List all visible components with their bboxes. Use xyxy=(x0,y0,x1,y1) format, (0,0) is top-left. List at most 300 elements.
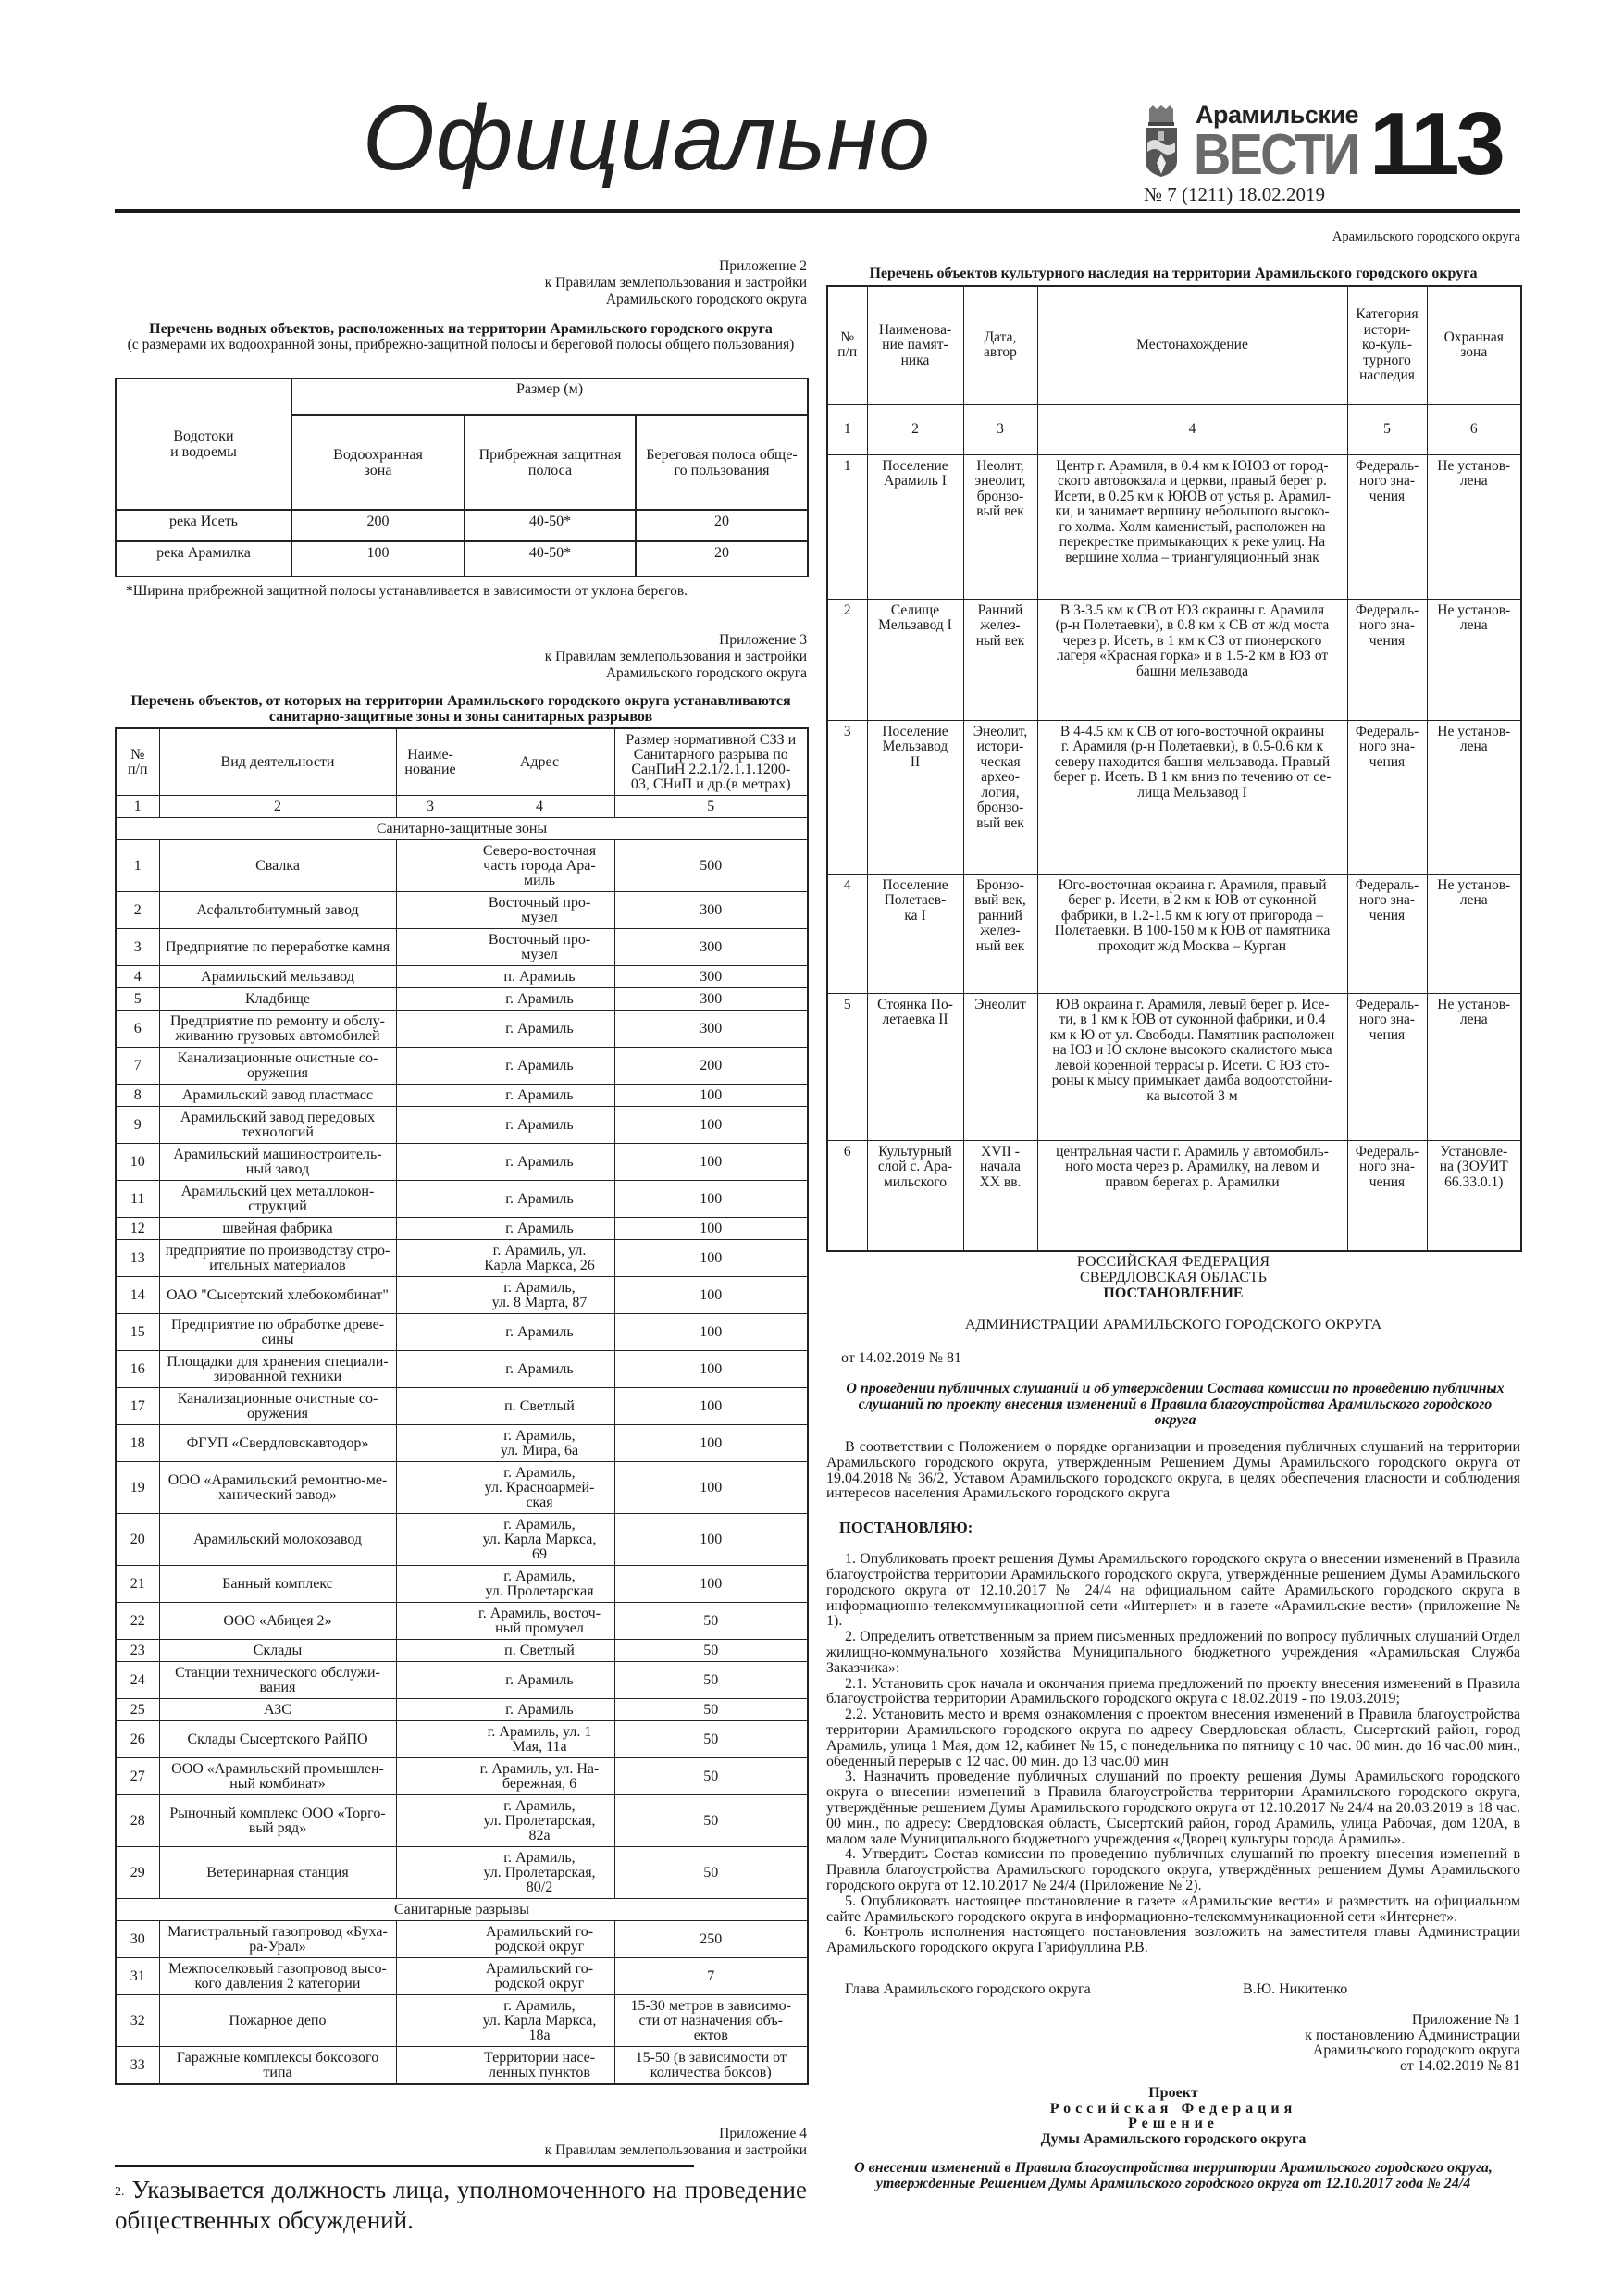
header-cell: Прибрежная защитная полоса xyxy=(465,415,636,510)
table-cell: Площадки для хранения специали- зированной техники xyxy=(159,1351,396,1388)
table-row xyxy=(116,966,808,988)
header-cell: № п/п xyxy=(827,286,867,404)
table-cell: 7 xyxy=(614,1958,808,1995)
table-cell: 1 xyxy=(116,840,159,892)
table-cell: Канализационные очистные со- оружения xyxy=(159,1388,396,1425)
table-cell: 300 xyxy=(614,988,808,1011)
table-cell: Не установ- лена xyxy=(1427,874,1521,993)
header-cell: Размер нормативной СЗЗ и Санитарного разрыва по СанПиН 2.2.1/2.1.1.1200- 03, СНиП и др.(в метрах) xyxy=(614,728,808,796)
header-cell: № п/п xyxy=(116,728,159,796)
appendix-line: к постановлению Администрации xyxy=(1305,2027,1520,2043)
table-cell: Восточный про- музел xyxy=(465,892,614,929)
table-cell: 100 xyxy=(614,1462,808,1514)
table-row xyxy=(116,840,808,892)
signature-block xyxy=(826,1982,1520,1998)
appendix-line: Приложение № 1 xyxy=(1411,2011,1520,2028)
table-cell: 30 xyxy=(116,1921,159,1958)
table-cell: 300 xyxy=(614,892,808,929)
table-cell: г. Арамиль, ул. Пролетарская xyxy=(465,1566,614,1603)
table-cell: 500 xyxy=(614,840,808,892)
section-title: Санитарные разрывы xyxy=(116,1899,808,1921)
appendix-line: Приложение 4 xyxy=(719,2126,807,2141)
table-cell: Территории насе- ленных пунктов xyxy=(465,2047,614,2085)
table-row xyxy=(116,1640,808,1662)
table-cell: Предприятие по переработке камня xyxy=(159,929,396,966)
water-objects-table xyxy=(115,378,809,577)
table-cell: ООО «Арамильский ремонтно-ме- ханический завод» xyxy=(159,1462,396,1514)
table-cell: 50 xyxy=(614,1662,808,1699)
table-cell: Склады xyxy=(159,1640,396,1662)
table-cell: ООО «Абицея 2» xyxy=(159,1603,396,1640)
table-cell: река Арамилка xyxy=(116,541,291,577)
table-cell: г. Арамиль xyxy=(465,1144,614,1181)
table-cell: 15 xyxy=(116,1314,159,1351)
table-row xyxy=(116,1721,808,1758)
table-row xyxy=(116,988,808,1011)
table-cell xyxy=(396,1085,465,1107)
annex1-reference xyxy=(826,2013,1520,2075)
decree-item: 1. Опубликовать проект решения Думы Арамильского городского округа о внесении изменений в Правила благоустройства территории Арамильского городского округа, утверждённые решением Думы Арамильского городского округа от 12.10.2017 № 24/4 на официальном сайте Арамильского городского округа в информационно-телекоммуникационной сети «Интернет» и в газете «Арамильские вести» (приложение № 1). xyxy=(826,1551,1520,1630)
appendix-line: к Правилам землепользования и застройки xyxy=(544,275,807,291)
table-row xyxy=(116,1847,808,1899)
table-header-row xyxy=(116,728,808,796)
table-row xyxy=(116,1758,808,1795)
decree-header xyxy=(826,1254,1520,1333)
table-cell xyxy=(396,1995,465,2047)
table-cell: г. Арамиль, ул. Карла Маркса, 18а xyxy=(465,1995,614,2047)
running-header: Арамильского городского округа xyxy=(1332,230,1520,244)
table-row xyxy=(827,993,1521,1140)
table-cell: 300 xyxy=(614,929,808,966)
decree-item: 4. Утвердить Состав комиссии по проведению публичных слушаний по проекту внесения изменений в Правила благоустройства Арамильского городского округа, утверждённых решением Думы Арамильского городского округа от 12.10.2017 № 24/4 (Приложение № 2). xyxy=(826,1846,1520,1893)
table-cell: г. Арамиль xyxy=(465,1085,614,1107)
table-cell: г. Арамиль xyxy=(465,988,614,1011)
logo-wordmark-top: Арамильские xyxy=(1196,101,1358,129)
decree-resolve: ПОСТАНОВЛЯЮ: xyxy=(839,1519,973,1537)
table-cell: 40-50* xyxy=(465,510,636,541)
table-cell: Пожарное депо xyxy=(159,1995,396,2047)
table-cell xyxy=(396,1107,465,1144)
table-cell xyxy=(396,892,465,929)
table-cell: 20 xyxy=(116,1514,159,1566)
table-cell: Селище Мельзавод I xyxy=(867,599,963,720)
table-row xyxy=(116,1566,808,1603)
table-cell: 32 xyxy=(116,1995,159,2047)
footnote-marker: 2. xyxy=(115,2185,125,2199)
annex1-issuer: Думы Арамильского городского округа xyxy=(1040,2131,1307,2148)
page-number: 113 xyxy=(1369,94,1502,193)
table-cell: 19 xyxy=(116,1462,159,1514)
table-cell: 7 xyxy=(116,1048,159,1085)
appendix-line: от 14.02.2019 № 81 xyxy=(1399,2058,1520,2075)
table-cell: ЮВ окраина г. Арамиля, левый берег р. Исе- ти, в 1 км к ЮВ от суконной фабрики, и 0.4 км к Ю от ул. Свободы. Памятник расположен на ЮЗ и Ю склоне высокого скалистого мыса левой коренной террасы р. Исети. С ЮЗ сто- роны к мысу примыкает дамба водоотстойни- ка высотой 3 м xyxy=(1037,993,1347,1140)
table-cell: 100 xyxy=(614,1144,808,1181)
header-cell: Местонахождение xyxy=(1037,286,1347,404)
table-row xyxy=(116,892,808,929)
table-cell: Банный комплекс xyxy=(159,1566,396,1603)
table-row xyxy=(116,1388,808,1425)
table-cell: Поселение Арамиль I xyxy=(867,454,963,599)
table-row xyxy=(116,1795,808,1847)
table-cell: г. Арамиль, ул. Пролетарская, 82а xyxy=(465,1795,614,1847)
heritage-table xyxy=(826,285,1522,1252)
table-cell: Федераль- ного зна- чения xyxy=(1347,599,1427,720)
table-cell: г. Арамиль, ул. Мира, 6а xyxy=(465,1425,614,1462)
table-cell: Предприятие по ремонту и обслу- живанию грузовых автомобилей xyxy=(159,1011,396,1048)
column-number-cell: 1 xyxy=(116,796,159,818)
logo-wordmark-main: ВЕСТИ xyxy=(1194,123,1358,187)
table-cell: АЗС xyxy=(159,1699,396,1721)
column-number-row xyxy=(827,404,1521,454)
table-cell: Не установ- лена xyxy=(1427,720,1521,874)
section-row xyxy=(116,1899,808,1921)
header-cell: Водоохранная зона xyxy=(291,415,465,510)
section-title: Официально xyxy=(363,86,931,190)
decree-item: 6. Контроль исполнения настоящего постановления возложить на заместителя главы Администрации Арамильского городского округа Гарифуллина Р.В. xyxy=(826,1924,1520,1956)
table-cell: 23 xyxy=(116,1640,159,1662)
table-cell xyxy=(396,1388,465,1425)
table-row xyxy=(116,1107,808,1144)
table-cell: 250 xyxy=(614,1921,808,1958)
table-cell: ООО «Арамильский промышлен- ный комбинат» xyxy=(159,1758,396,1795)
column-number-row xyxy=(116,796,808,818)
table-cell: 300 xyxy=(614,966,808,988)
table-cell: Северо-восточная часть города Ара- миль xyxy=(465,840,614,892)
table-cell: 300 xyxy=(614,1011,808,1048)
table-row xyxy=(116,1603,808,1640)
table-cell: 15-50 (в зависимости от количества боксов) xyxy=(614,2047,808,2085)
table-cell: Энеолит, истори- ческая архео- логия, бронзо- вый век xyxy=(963,720,1037,874)
table-cell: 26 xyxy=(116,1721,159,1758)
footnote xyxy=(115,2175,807,2236)
column-number-cell: 5 xyxy=(1347,404,1427,454)
table-row xyxy=(116,1314,808,1351)
table-row xyxy=(116,2047,808,2085)
appendix4-reference xyxy=(115,2126,807,2159)
table-row xyxy=(116,1921,808,1958)
table-cell: Установле- на (ЗОУИТ 66.33.0.1) xyxy=(1427,1140,1521,1251)
table-cell: 100 xyxy=(614,1240,808,1277)
table-cell: Неолит, энеолит, бронзо- вый век xyxy=(963,454,1037,599)
column-number-cell: 2 xyxy=(159,796,396,818)
table-cell: 18 xyxy=(116,1425,159,1462)
annex1-draft: Проект xyxy=(1148,2084,1198,2101)
table-row xyxy=(116,1995,808,2047)
table-cell: Магистральный газопровод «Буха- ра-Урал» xyxy=(159,1921,396,1958)
appendix-line: к Правилам землепользования и застройки xyxy=(544,2142,807,2158)
heritage-title: Перечень объектов культурного наследия на территории Арамильского городского округа xyxy=(869,266,1478,281)
table-cell: 28 xyxy=(116,1795,159,1847)
table-cell: 4 xyxy=(116,966,159,988)
table-cell xyxy=(396,1218,465,1240)
table-cell: Стоянка По- летаевка II xyxy=(867,993,963,1140)
table-cell: п. Светлый xyxy=(465,1388,614,1425)
table-cell xyxy=(396,1847,465,1899)
table-cell: Арамильский завод передовых технологий xyxy=(159,1107,396,1144)
appendix-line: Арамильского городского округа xyxy=(1312,2042,1520,2059)
table-cell: 100 xyxy=(614,1388,808,1425)
table-cell: 9 xyxy=(116,1107,159,1144)
table-row xyxy=(116,1240,808,1277)
table-cell xyxy=(396,1662,465,1699)
table-cell: г. Арамиль, ул. 8 Марта, 87 xyxy=(465,1277,614,1314)
decree-date-number: от 14.02.2019 № 81 xyxy=(841,1350,962,1366)
table-cell: 50 xyxy=(614,1795,808,1847)
table-row xyxy=(116,1048,808,1085)
table-cell: г. Арамиль xyxy=(465,1048,614,1085)
table-row xyxy=(116,1662,808,1699)
table-cell: 100 xyxy=(614,1425,808,1462)
table-cell: 31 xyxy=(116,1958,159,1995)
table-cell xyxy=(396,1566,465,1603)
header-cell: Вид деятельности xyxy=(159,728,396,796)
footnote-text: Указывается должность лица, уполномоченного на проведение общественных обсуждений. xyxy=(115,2176,807,2234)
table-cell: 50 xyxy=(614,1721,808,1758)
table-cell: 100 xyxy=(614,1566,808,1603)
header-rule xyxy=(115,209,1520,213)
table-cell xyxy=(396,1721,465,1758)
table-cell: Кладбище xyxy=(159,988,396,1011)
table-cell: 50 xyxy=(614,1640,808,1662)
table-cell: Не установ- лена xyxy=(1427,599,1521,720)
table-cell: Не установ- лена xyxy=(1427,454,1521,599)
column-number-cell: 5 xyxy=(614,796,808,818)
table-cell: Гаражные комплексы боксового типа xyxy=(159,2047,396,2085)
table-cell: г. Арамиль xyxy=(465,1314,614,1351)
table-cell: Арамильский цех металлокон- струкций xyxy=(159,1181,396,1218)
table-cell xyxy=(396,929,465,966)
table-cell: 15-30 метров в зависимо- сти от назначения объ- ектов xyxy=(614,1995,808,2047)
table-cell: Свалка xyxy=(159,840,396,892)
column-number-cell: 3 xyxy=(963,404,1037,454)
annex1-doc-type: Решение xyxy=(1128,2116,1219,2132)
table-row xyxy=(116,1144,808,1181)
table-cell: Арамильский молокозавод xyxy=(159,1514,396,1566)
table-cell xyxy=(396,1795,465,1847)
table-cell: 22 xyxy=(116,1603,159,1640)
table-row xyxy=(827,720,1521,874)
table-cell xyxy=(396,1144,465,1181)
header-cell: Береговая полоса обще- го пользования xyxy=(636,415,808,510)
footnote-rule xyxy=(115,2165,694,2167)
header-cell: Дата, автор xyxy=(963,286,1037,404)
decree-item: 2.2. Установить место и время ознакомления с проектом внесения изменений в Правила благоустройства территории Арамильского городского округа по адресу Свердловская область, Сысертский район, город Арамиль, улица 1 Мая, дом 12, кабинет № 15, с понедельника по пятницу с 10 час. 00 мин. до 16 час.00 мин., обеденный перерыв с 12 час. 00 мин. до 13 час.00 мин xyxy=(826,1706,1520,1769)
column-number-cell: 6 xyxy=(1427,404,1521,454)
table-cell: Федераль- ного зна- чения xyxy=(1347,1140,1427,1251)
signature-role: Глава Арамильского городского округа xyxy=(845,1980,1091,1997)
appendix-line: Арамильского городского округа xyxy=(605,665,807,681)
table-row xyxy=(116,1514,808,1566)
table-cell xyxy=(396,1314,465,1351)
table-cell: Склады Сысертского РайПО xyxy=(159,1721,396,1758)
table-row xyxy=(116,1699,808,1721)
table-cell: В 4-4.5 км к СВ от юго-восточной окраины г. Арамиля (р-н Полетаевки), в 0.5-0.6 км к северу находится башня мельзавода. Правый берег р. Исеть. В 1 км вниз по течению от се- лища Мельзавод I xyxy=(1037,720,1347,874)
table-cell: В 3-3.5 км к СВ от ЮЗ окраины г. Арамиля (р-н Полетаевки), в 0.8 км к СВ от ж/д моста через р. Исеть, в 1 км к СЗ от пионерского лагеря «Красная горка» и в 1.5-2 км в ЮЗ от башни мельзавода xyxy=(1037,599,1347,720)
table-cell: 2 xyxy=(827,599,867,720)
table-cell: Центр г. Арамиля, в 0.4 км к ЮЮЗ от город- ского автовокзала и церкви, правый берег р. Исети, в 0.25 км к ЮЮВ от устья р. Арамил- ки, и занимает вершину небольшого высоко- го холма. Холм каменистый, расположен на перекрестке примыкающих к реке улиц. На вершине холма – триангуляционный знак xyxy=(1037,454,1347,599)
table-cell: Станции технического обслужи- вания xyxy=(159,1662,396,1699)
table-cell xyxy=(396,2047,465,2085)
table-cell: 25 xyxy=(116,1699,159,1721)
table-cell: Поселение Полетаев- ка I xyxy=(867,874,963,993)
table-cell: Канализационные очистные со- оружения xyxy=(159,1048,396,1085)
table-cell xyxy=(396,840,465,892)
signature-name: В.Ю. Никитенко xyxy=(1243,1980,1348,1997)
decree-type: ПОСТАНОВЛЕНИЕ xyxy=(1103,1285,1244,1301)
table-cell xyxy=(396,1921,465,1958)
table-cell: XVII - начала XX вв. xyxy=(963,1140,1037,1251)
table-cell: г. Арамиль, ул. На- бережная, 6 xyxy=(465,1758,614,1795)
table-cell: 14 xyxy=(116,1277,159,1314)
decree-item: 2.1. Установить срок начала и окончания приема предложений по проекту внесения изменений в Правила благоустройства территории Арамильского городского округа с 18.02.2019 - по 19.03.2019; xyxy=(826,1675,1520,1707)
table-cell: Рыночный комплекс ООО «Торго- вый ряд» xyxy=(159,1795,396,1847)
coat-of-arms-icon xyxy=(1144,105,1179,178)
column-number-cell: 1 xyxy=(827,404,867,454)
table-cell: 2 xyxy=(116,892,159,929)
table-row xyxy=(116,1181,808,1218)
table-cell: 33 xyxy=(116,2047,159,2085)
decree-preamble: В соответствии с Положением о порядке организации и проведения публичных слушаний на территории Арамильского городского округа, утвержденным Решением Думы Арамильского городского округа от 19.04.2018 № 36/2, Уставом Арамильского городского округа, в целях обеспечения гласности и соблюдения интересов населения Арамильского городского округа xyxy=(826,1439,1520,1502)
table-cell xyxy=(396,1351,465,1388)
table-cell: г. Арамиль, восточ- ный промузел xyxy=(465,1603,614,1640)
table-cell xyxy=(396,1758,465,1795)
table-cell: г. Арамиль xyxy=(465,1662,614,1699)
table-cell: г. Арамиль, ул. Карла Маркса, 26 xyxy=(465,1240,614,1277)
table-cell: 4 xyxy=(827,874,867,993)
table-cell: 200 xyxy=(614,1048,808,1085)
table-cell: 50 xyxy=(614,1699,808,1721)
table-cell: 8 xyxy=(116,1085,159,1107)
decree-body xyxy=(826,1440,1520,2192)
table-cell: г. Арамиль, ул. 1 Мая, 11а xyxy=(465,1721,614,1758)
table-cell: Ранний желез- ный век xyxy=(963,599,1037,720)
table-cell: 100 xyxy=(614,1314,808,1351)
appendix-line: к Правилам землепользования и застройки xyxy=(544,649,807,664)
table-cell: г. Арамиль, ул. Красноармей- ская xyxy=(465,1462,614,1514)
table-cell: п. Светлый xyxy=(465,1640,614,1662)
table-cell xyxy=(396,1277,465,1314)
table-cell: центральная части г. Арамиль у автомобиль- ного моста через р. Арамилку, на левом и правом берегах р. Арамилки xyxy=(1037,1140,1347,1251)
table-cell: 100 xyxy=(614,1514,808,1566)
appendix-line: Арамильского городского округа xyxy=(605,292,807,307)
header-cell: Адрес xyxy=(465,728,614,796)
table-cell xyxy=(396,1514,465,1566)
table-cell xyxy=(396,1048,465,1085)
annex1-header xyxy=(826,2086,1520,2148)
table-cell: г. Арамиль xyxy=(465,1011,614,1048)
table-cell xyxy=(396,1603,465,1640)
table-cell xyxy=(396,1181,465,1218)
table-cell: 27 xyxy=(116,1758,159,1795)
water-objects-subtitle: (с размерами их водоохранной зоны, прибрежно-защитной полосы и береговой полосы общего пользования) xyxy=(127,337,795,353)
table-row xyxy=(116,1425,808,1462)
table-cell: 17 xyxy=(116,1388,159,1425)
table-cell: Арамильский го- родской округ xyxy=(465,1958,614,1995)
table-cell: Федераль- ного зна- чения xyxy=(1347,993,1427,1140)
table-row xyxy=(827,1140,1521,1251)
table-row xyxy=(116,1462,808,1514)
sanitary-zones-table xyxy=(115,727,809,2085)
table-cell: Арамильский машиностроитель- ный завод xyxy=(159,1144,396,1181)
table-cell: 100 xyxy=(614,1351,808,1388)
section-title: Санитарно-защитные зоны xyxy=(116,818,808,840)
table-cell: 12 xyxy=(116,1218,159,1240)
decree-item: 2. Определить ответственным за прием письменных предложений по вопросу публичных слушаний Отдел жилищно-коммунального хозяйства Муниципального бюджетного учреждения «Арамильская Служба Заказчика»: xyxy=(826,1629,1520,1676)
table-cell xyxy=(396,988,465,1011)
header-cell: Категория истори- ко-куль- турного наследия xyxy=(1347,286,1427,404)
table-cell: 5 xyxy=(827,993,867,1140)
table-cell: 100 xyxy=(614,1218,808,1240)
table-cell: Юго-восточная окраина г. Арамиля, правый берег р. Исети, в 2 км к ЮВ от суконной фабрики, в 1.2-1.5 км к югу от пригорода – Полетаевки. В 100-150 м к ЮВ от памятника проходит ж/д Москва – Курган xyxy=(1037,874,1347,993)
column-number-cell: 2 xyxy=(867,404,963,454)
column-number-cell: 4 xyxy=(1037,404,1347,454)
table-cell: Федераль- ного зна- чения xyxy=(1347,874,1427,993)
appendix-line: Приложение 3 xyxy=(719,632,807,648)
table-cell: Предприятие по обработке древе- сины xyxy=(159,1314,396,1351)
table-header-row xyxy=(827,286,1521,404)
water-objects-heading xyxy=(115,321,807,353)
table-cell: Арамильский завод пластмасс xyxy=(159,1085,396,1107)
issue-info: № 7 (1211) 18.02.2019 xyxy=(1144,183,1325,205)
table-cell: 100 xyxy=(614,1181,808,1218)
table-cell: Межпоселковый газопровод высо- кого давления 2 категории xyxy=(159,1958,396,1995)
header-cell: Наиме- нование xyxy=(396,728,465,796)
table-row xyxy=(116,1218,808,1240)
decree-issuer: АДМИНИСТРАЦИИ АРАМИЛЬСКОГО ГОРОДСКОГО ОКРУГА xyxy=(964,1317,1382,1333)
table-cell: 200 xyxy=(291,510,465,541)
table-cell: Федераль- ного зна- чения xyxy=(1347,454,1427,599)
table-cell: 21 xyxy=(116,1566,159,1603)
table-cell xyxy=(396,1699,465,1721)
table-cell: 6 xyxy=(116,1011,159,1048)
table-cell: г. Арамиль xyxy=(465,1351,614,1388)
table-row xyxy=(116,1011,808,1048)
table-cell: 13 xyxy=(116,1240,159,1277)
decree-title: О проведении публичных слушаний и об утверждении Состава комиссии по проведению публичных слушаний по проекту внесения изменений в Правила благоустройства Арамильского городского округа xyxy=(846,1381,1505,1428)
header-cell: Размер (м) xyxy=(291,379,808,415)
table-cell: 1 xyxy=(827,454,867,599)
table-row xyxy=(116,1085,808,1107)
table-cell: 100 xyxy=(614,1085,808,1107)
table-cell: Восточный про- музел xyxy=(465,929,614,966)
table-cell: 50 xyxy=(614,1847,808,1899)
table-cell: Арамильский го- родской округ xyxy=(465,1921,614,1958)
table-cell: г. Арамиль xyxy=(465,1699,614,1721)
table-cell: 5 xyxy=(116,988,159,1011)
table-cell: швейная фабрика xyxy=(159,1218,396,1240)
table-cell: 20 xyxy=(636,541,808,577)
table-cell: 100 xyxy=(291,541,465,577)
table-cell: Не установ- лена xyxy=(1427,993,1521,1140)
table-cell: 100 xyxy=(614,1277,808,1314)
table-cell: Энеолит xyxy=(963,993,1037,1140)
table-cell: 20 xyxy=(636,510,808,541)
table-cell: Культурный слой с. Ара- мильского xyxy=(867,1140,963,1251)
table-cell xyxy=(396,1462,465,1514)
table-row xyxy=(116,541,808,577)
table-cell: 6 xyxy=(827,1140,867,1251)
table-cell: г. Арамиль xyxy=(465,1107,614,1144)
table-cell: 29 xyxy=(116,1847,159,1899)
table-cell: г. Арамиль xyxy=(465,1218,614,1240)
header-cell: Водотоки и водоемы xyxy=(116,379,291,510)
table-cell: Асфальтобитумный завод xyxy=(159,892,396,929)
table-cell: г. Арамиль xyxy=(465,1181,614,1218)
table-cell: Ветеринарная станция xyxy=(159,1847,396,1899)
table-cell: река Исеть xyxy=(116,510,291,541)
table-cell: предприятие по производству стро- ительных материалов xyxy=(159,1240,396,1277)
table-cell xyxy=(396,1240,465,1277)
